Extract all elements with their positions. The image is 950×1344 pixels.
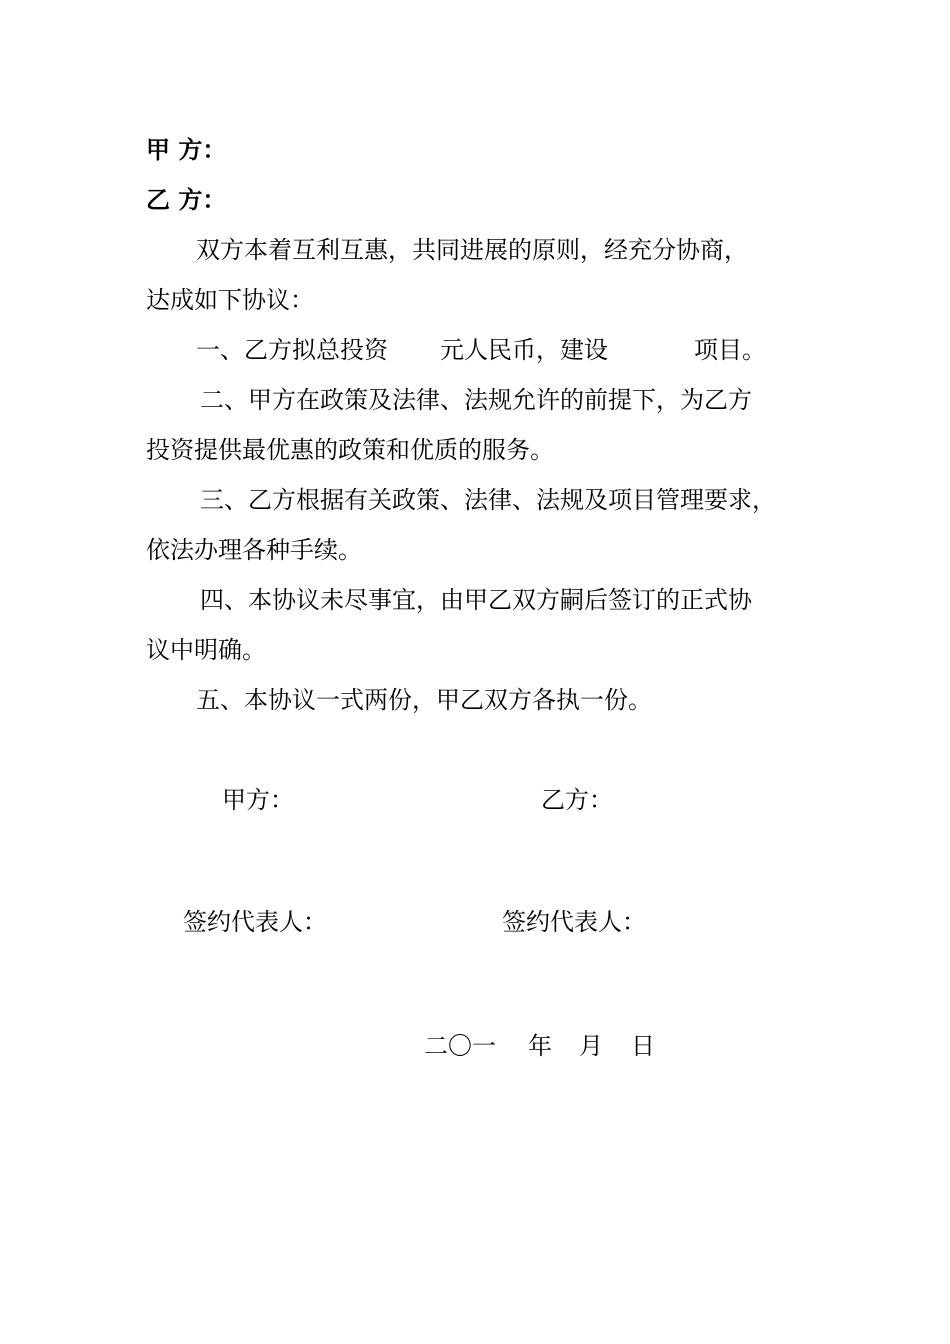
party-a-label: 甲 方：: [146, 136, 227, 164]
date-year-unit: 年: [528, 1032, 552, 1060]
clause-1-part-2: 元人民币，建设: [440, 336, 608, 364]
party-b-label: 乙 方：: [146, 186, 227, 214]
clause-3-line-1: 三、乙方根据有关政策、法律、法规及项目管理要求，: [200, 486, 776, 514]
date-day-unit: 日: [631, 1032, 655, 1060]
clause-4-line-1: 四、本协议未尽事宜，由甲乙双方嗣后签订的正式协: [200, 586, 752, 614]
intro-line-1: 双方本着互利互惠，共同进展的原则，经充分协商，: [196, 236, 748, 264]
signature-rep-a: 签约代表人：: [183, 908, 327, 936]
intro-line-2: 达成如下协议：: [146, 286, 314, 314]
clause-2-line-2: 投资提供最优惠的政策和优质的服务。: [146, 436, 554, 464]
clause-5-line-1: 五、本协议一式两份，甲乙双方各执一份。: [196, 686, 652, 714]
clause-2-line-1: 二、甲方在政策及法律、法规允许的前提下，为乙方: [200, 386, 752, 414]
clause-3-line-2: 依法办理各种手续。: [146, 536, 362, 564]
clause-1-part-3: 项目。: [694, 336, 766, 364]
signature-party-a: 甲方：: [222, 786, 294, 814]
date-month-unit: 月: [579, 1032, 603, 1060]
clause-4-line-2: 议中明确。: [146, 636, 266, 664]
signature-party-b: 乙方：: [541, 786, 613, 814]
date-year-prefix: 二〇一: [424, 1032, 496, 1060]
signature-rep-b: 签约代表人：: [502, 908, 646, 936]
clause-1-part-1: 一、乙方拟总投资: [196, 336, 388, 364]
